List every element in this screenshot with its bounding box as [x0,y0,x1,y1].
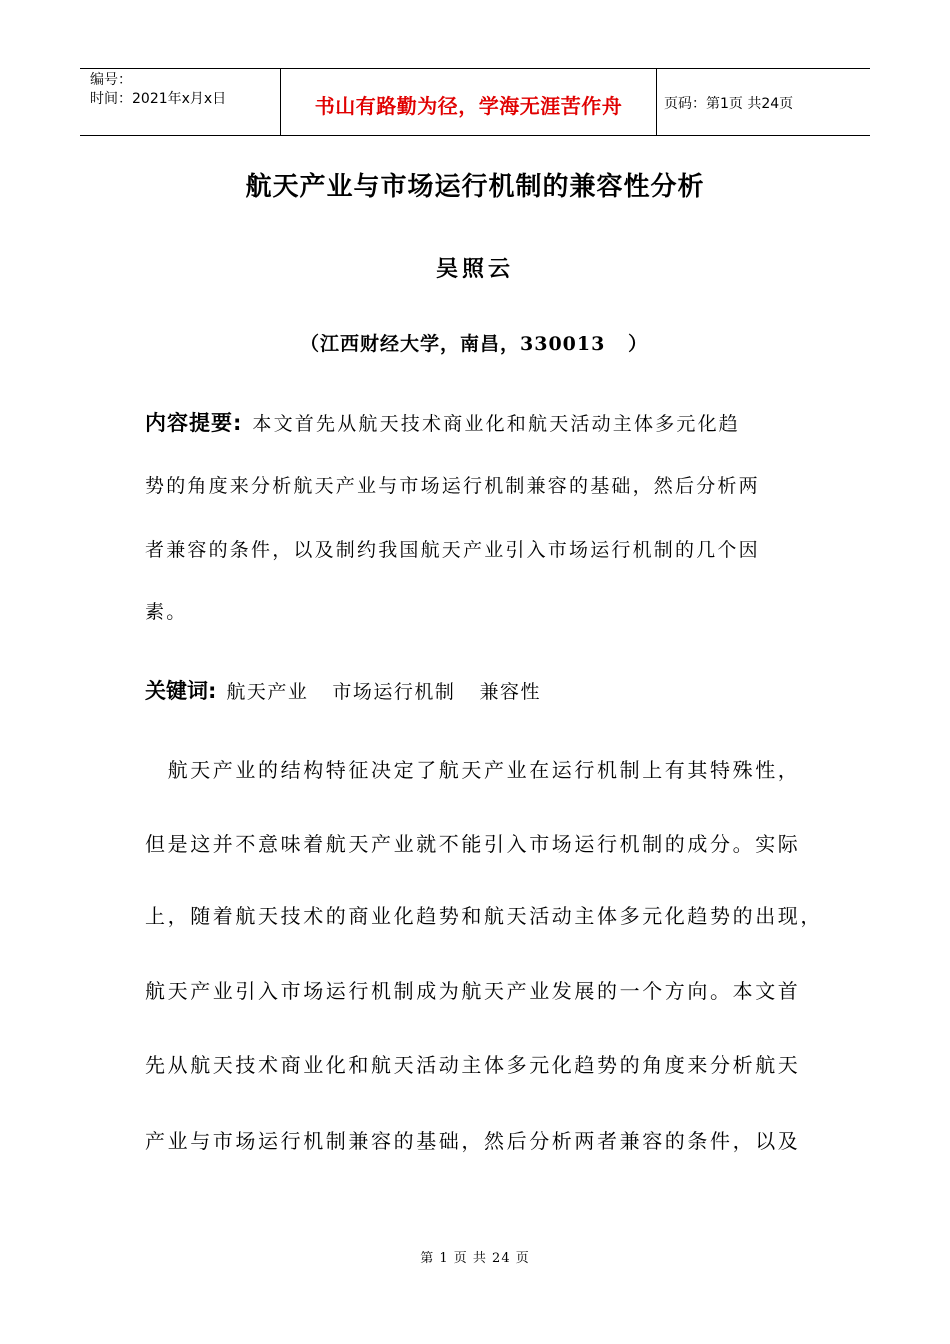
keywords-label: 关键词: [145,679,217,703]
body-line: 上，随着航天技术的商业化趋势和航天活动主体多元化趋势的出现， [145,904,823,928]
body-line: 航天产业的结构特征决定了航天产业在运行机制上有其特殊性， [145,758,801,782]
body-line: 但是这并不意味着航天产业就不能引入市场运行机制的成分。实际 [145,832,801,856]
abstract-line [145,407,740,437]
abstract-label: 内容提要: [145,411,243,435]
abstract-line: 势的角度来分析航天产业与市场运行机制兼容的基础，然后分析两 [145,475,760,497]
document-time-label: 时间：2021年x月x日 [90,91,227,107]
document-number-label: 编号： [90,72,132,88]
paper-title: 航天产业与市场运行机制的兼容性分析 [245,172,705,202]
body-line: 先从航天技术商业化和航天活动主体多元化趋势的角度来分析航天 [145,1053,801,1077]
abstract-line: 素。 [145,601,188,623]
paper-author: 吴照云 [435,256,514,282]
header-meta-cell [80,69,281,135]
abstract-line: 者兼容的条件，以及制约我国航天产业引入市场运行机制的几个因 [145,539,760,561]
page-footer: 第 1 页 共 24 页 [420,1251,530,1266]
abstract-text: 本文首先从航天技术商业化和航天活动主体多元化趋 [252,413,741,435]
body-line: 航天产业引入市场运行机制成为航天产业发展的一个方向。本文首 [145,979,801,1003]
paper-affiliation: （江西财经大学，南昌，330013 ） [300,333,649,355]
keyword-item: 航天产业 [226,681,309,703]
keywords-section [145,675,565,705]
keyword-item: 兼容性 [479,681,541,703]
page-header [80,68,870,136]
header-motto: 书山有路勤为径，学海无涯苦作舟 [314,93,623,118]
body-line: 产业与市场运行机制兼容的基础，然后分析两者兼容的条件，以及 [145,1129,801,1153]
header-page-cell [657,69,870,135]
keyword-item: 市场运行机制 [332,681,456,703]
header-motto-cell [281,69,657,135]
header-page-info: 页码：第1页 共24页 [664,96,794,112]
